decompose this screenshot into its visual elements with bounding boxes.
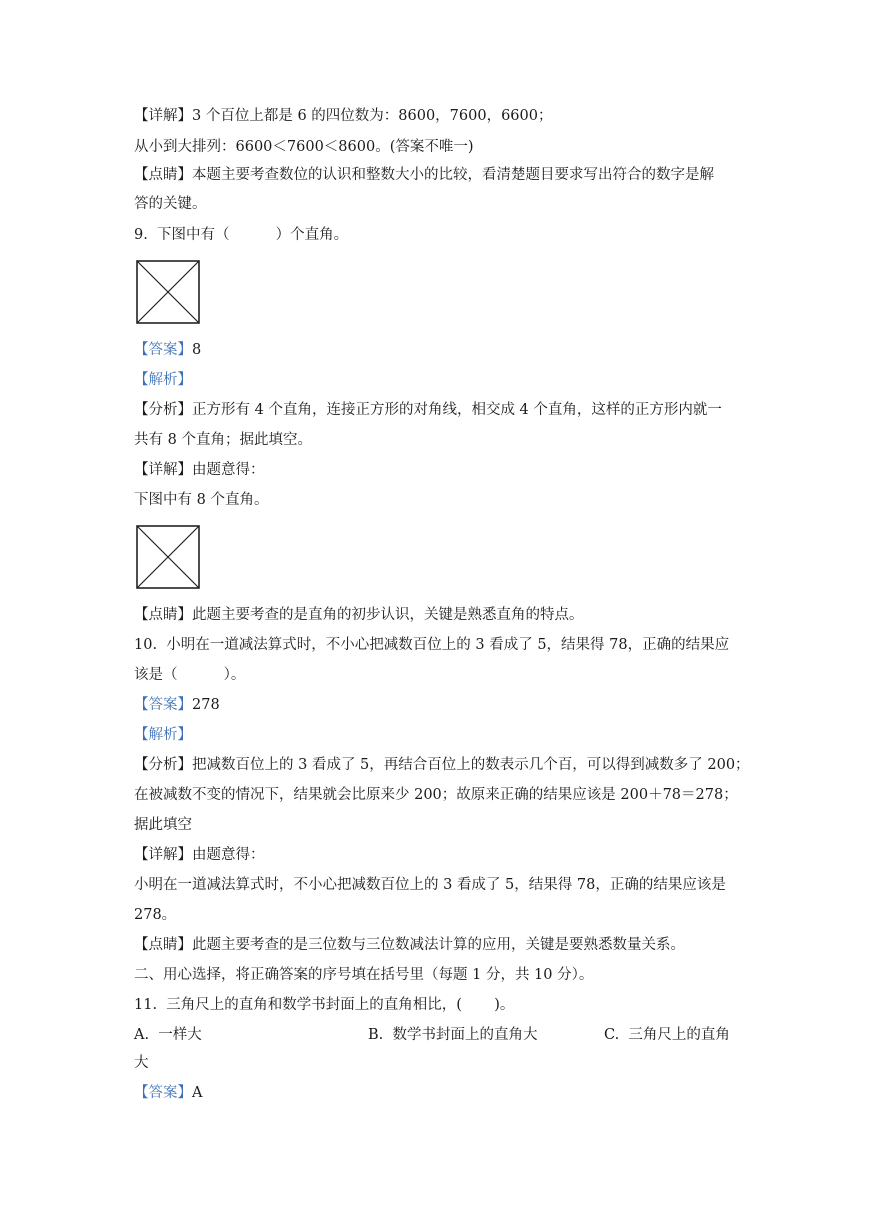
- q10-detail: 【详解】由题意得：: [134, 847, 265, 863]
- section-2-heading: 二、用心选择，将正确答案的序号填在括号里（每题 1 分，共 10 分）。: [134, 967, 594, 983]
- q9-detail: 【详解】由题意得：: [134, 462, 265, 478]
- q10-dianjing: 【点睛】此题主要考查的是三位数与三位数减法计算的应用，关键是要熟悉数量关系。: [134, 937, 685, 953]
- dianjing-line-1: 【点睛】本题主要考查数位的认识和整数大小的比较，看清楚题目要求写出符合的数字是解: [134, 167, 714, 183]
- q10-analysis-tag: 【解析】: [134, 727, 192, 743]
- q10-fenxi-1: 【分析】把减数百位上的 3 看成了 5，再结合百位上的数表示几个百，可以得到减数多了 200；: [134, 757, 750, 773]
- question-9: 9. 下图中有（ ）个直角。: [134, 227, 349, 243]
- q9-fenxi-1: 【分析】正方形有 4 个直角，连接正方形的对角线，相交成 4 个直角，这样的正方形内就一: [134, 402, 722, 418]
- q9-fenxi-2: 共有 8 个直角；据此填空。: [134, 432, 312, 448]
- q10-detail-2: 小明在一道减法算式时，不小心把减数百位上的 3 看成了 5，结果得 78，正确的结果应该是: [134, 877, 726, 893]
- q10-answer: 278: [192, 697, 220, 713]
- q10-fenxi-2: 在被减数不变的情况下，结果就会比原来少 200；故原来正确的结果应该是 200＋78＝278；: [134, 787, 738, 803]
- answer-tag: 【答案】: [134, 1085, 192, 1101]
- detail-line-1: 【详解】3 个百位上都是 6 的四位数为：8600，7600，6600；: [134, 108, 553, 124]
- q10-answer-line: [134, 695, 220, 715]
- q9-dianjing: 【点睛】此题主要考查的是直角的初步认识，关键是熟悉直角的特点。: [134, 607, 584, 623]
- q11-option-a: A. 一样大: [134, 1027, 202, 1043]
- answer-tag: 【答案】: [134, 697, 192, 713]
- q9-detail-2: 下图中有 8 个直角。: [134, 492, 269, 508]
- q11-answer: A: [192, 1085, 203, 1101]
- q11-answer-line: [134, 1083, 202, 1103]
- answer-tag: 【答案】: [134, 342, 192, 358]
- square-with-diagonals-figure: [136, 260, 200, 324]
- detail-line-2: 从小到大排列：6600＜7600＜8600。(答案不唯一): [134, 139, 474, 155]
- question-10-line-2: 该是（ ）。: [134, 667, 246, 683]
- q11-option-c-cont: 大: [134, 1055, 149, 1071]
- q11-option-c: C. 三角尺上的直角: [604, 1027, 730, 1043]
- q9-answer: 8: [192, 342, 202, 358]
- q9-analysis-tag: 【解析】: [134, 372, 192, 388]
- q10-fenxi-3: 据此填空: [134, 817, 192, 833]
- q10-detail-3: 278。: [134, 907, 177, 923]
- q9-answer-line: [134, 340, 201, 360]
- question-11: 11. 三角尺上的直角和数学书封面上的直角相比，( )。: [134, 997, 515, 1013]
- q11-option-b: B. 数学书封面上的直角大: [368, 1027, 538, 1043]
- question-10-line-1: 10. 小明在一道减法算式时，不小心把减数百位上的 3 看成了 5，结果得 78，正确的结果应: [134, 637, 730, 653]
- square-with-diagonals-figure: [136, 525, 200, 589]
- dianjing-line-2: 答的关键。: [134, 196, 207, 212]
